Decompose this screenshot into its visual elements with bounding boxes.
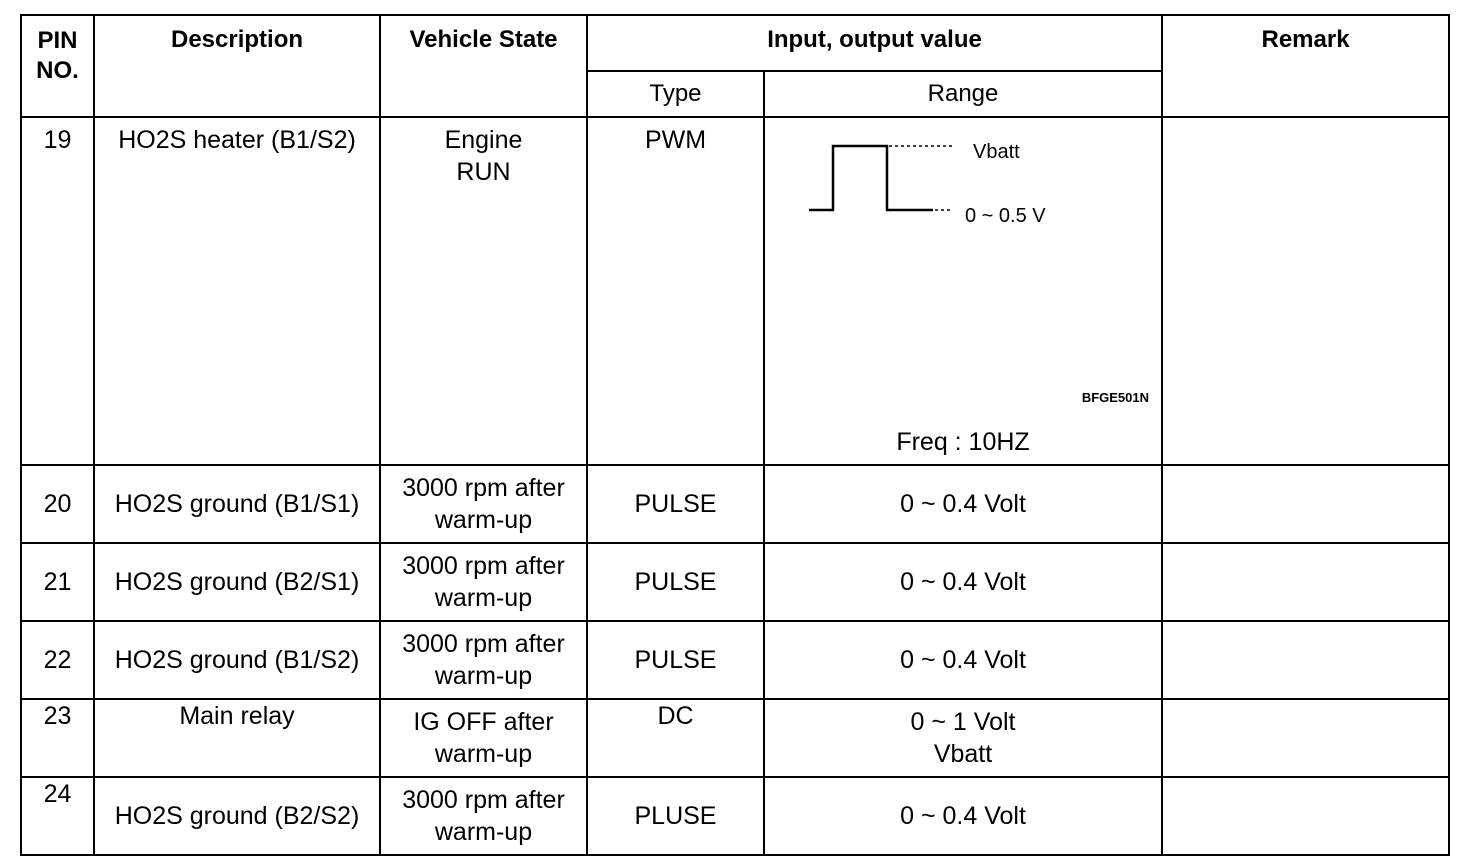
header-pin-no: PIN NO. — [21, 15, 94, 117]
header-io-value: Input, output value — [587, 15, 1162, 71]
pin-cell: 22 — [21, 621, 94, 699]
type-cell: PLUSE — [587, 777, 764, 855]
type-cell: PWM — [587, 117, 764, 465]
range-cell: 0 ~ 0.4 Volt — [764, 621, 1162, 699]
pin-table — [20, 14, 1450, 856]
table-row — [21, 465, 1449, 543]
type-cell: PULSE — [587, 621, 764, 699]
pwm-pulse-line — [809, 146, 933, 210]
pin-cell: 21 — [21, 543, 94, 621]
waveform-low-label: 0 ~ 0.5 V — [965, 205, 1046, 227]
state-cell: 3000 rpm after warm-up — [380, 621, 587, 699]
table-row — [21, 699, 1449, 777]
pin-cell: 23 — [21, 699, 94, 777]
remark-cell — [1162, 465, 1449, 543]
remark-cell — [1162, 543, 1449, 621]
type-cell: PULSE — [587, 465, 764, 543]
header-remark: Remark — [1162, 15, 1449, 117]
table-row — [21, 543, 1449, 621]
state-cell: 3000 rpm after warm-up — [380, 465, 587, 543]
description-cell: HO2S heater (B1/S2) — [94, 117, 380, 465]
range-cell: 0 ~ 0.4 Volt — [764, 777, 1162, 855]
pin-cell: 20 — [21, 465, 94, 543]
table-row — [21, 621, 1449, 699]
description-cell: Main relay — [94, 699, 380, 777]
type-cell: PULSE — [587, 543, 764, 621]
description-cell: HO2S ground (B1/S2) — [94, 621, 380, 699]
remark-cell — [1162, 777, 1449, 855]
frequency-label: Freq : 10HZ — [896, 428, 1030, 456]
description-cell: HO2S ground (B2/S1) — [94, 543, 380, 621]
state-cell: 3000 rpm after warm-up — [380, 777, 587, 855]
type-cell: DC — [587, 699, 764, 777]
description-cell: HO2S ground (B1/S1) — [94, 465, 380, 543]
state-cell: Engine RUN — [380, 117, 587, 465]
state-cell: IG OFF after warm-up — [380, 699, 587, 777]
state-cell: 3000 rpm after warm-up — [380, 543, 587, 621]
pin-cell: 19 — [21, 117, 94, 465]
remark-cell — [1162, 117, 1449, 465]
remark-cell — [1162, 699, 1449, 777]
range-cell: 0 ~ 0.4 Volt — [764, 465, 1162, 543]
range-cell-waveform — [764, 117, 1162, 465]
waveform-high-label: Vbatt — [973, 141, 1020, 163]
figure-id: BFGE501N — [1081, 390, 1150, 405]
header-description: Description — [94, 15, 380, 117]
table-row — [21, 777, 1449, 855]
remark-cell — [1162, 621, 1449, 699]
header-vehicle-state: Vehicle State — [380, 15, 587, 117]
table-row — [21, 117, 1449, 465]
header-type: Type — [587, 71, 764, 117]
range-cell: 0 ~ 1 Volt Vbatt — [764, 699, 1162, 777]
header-range: Range — [764, 71, 1162, 117]
pin-cell: 24 — [21, 777, 94, 855]
description-cell: HO2S ground (B2/S2) — [94, 777, 380, 855]
range-cell: 0 ~ 0.4 Volt — [764, 543, 1162, 621]
